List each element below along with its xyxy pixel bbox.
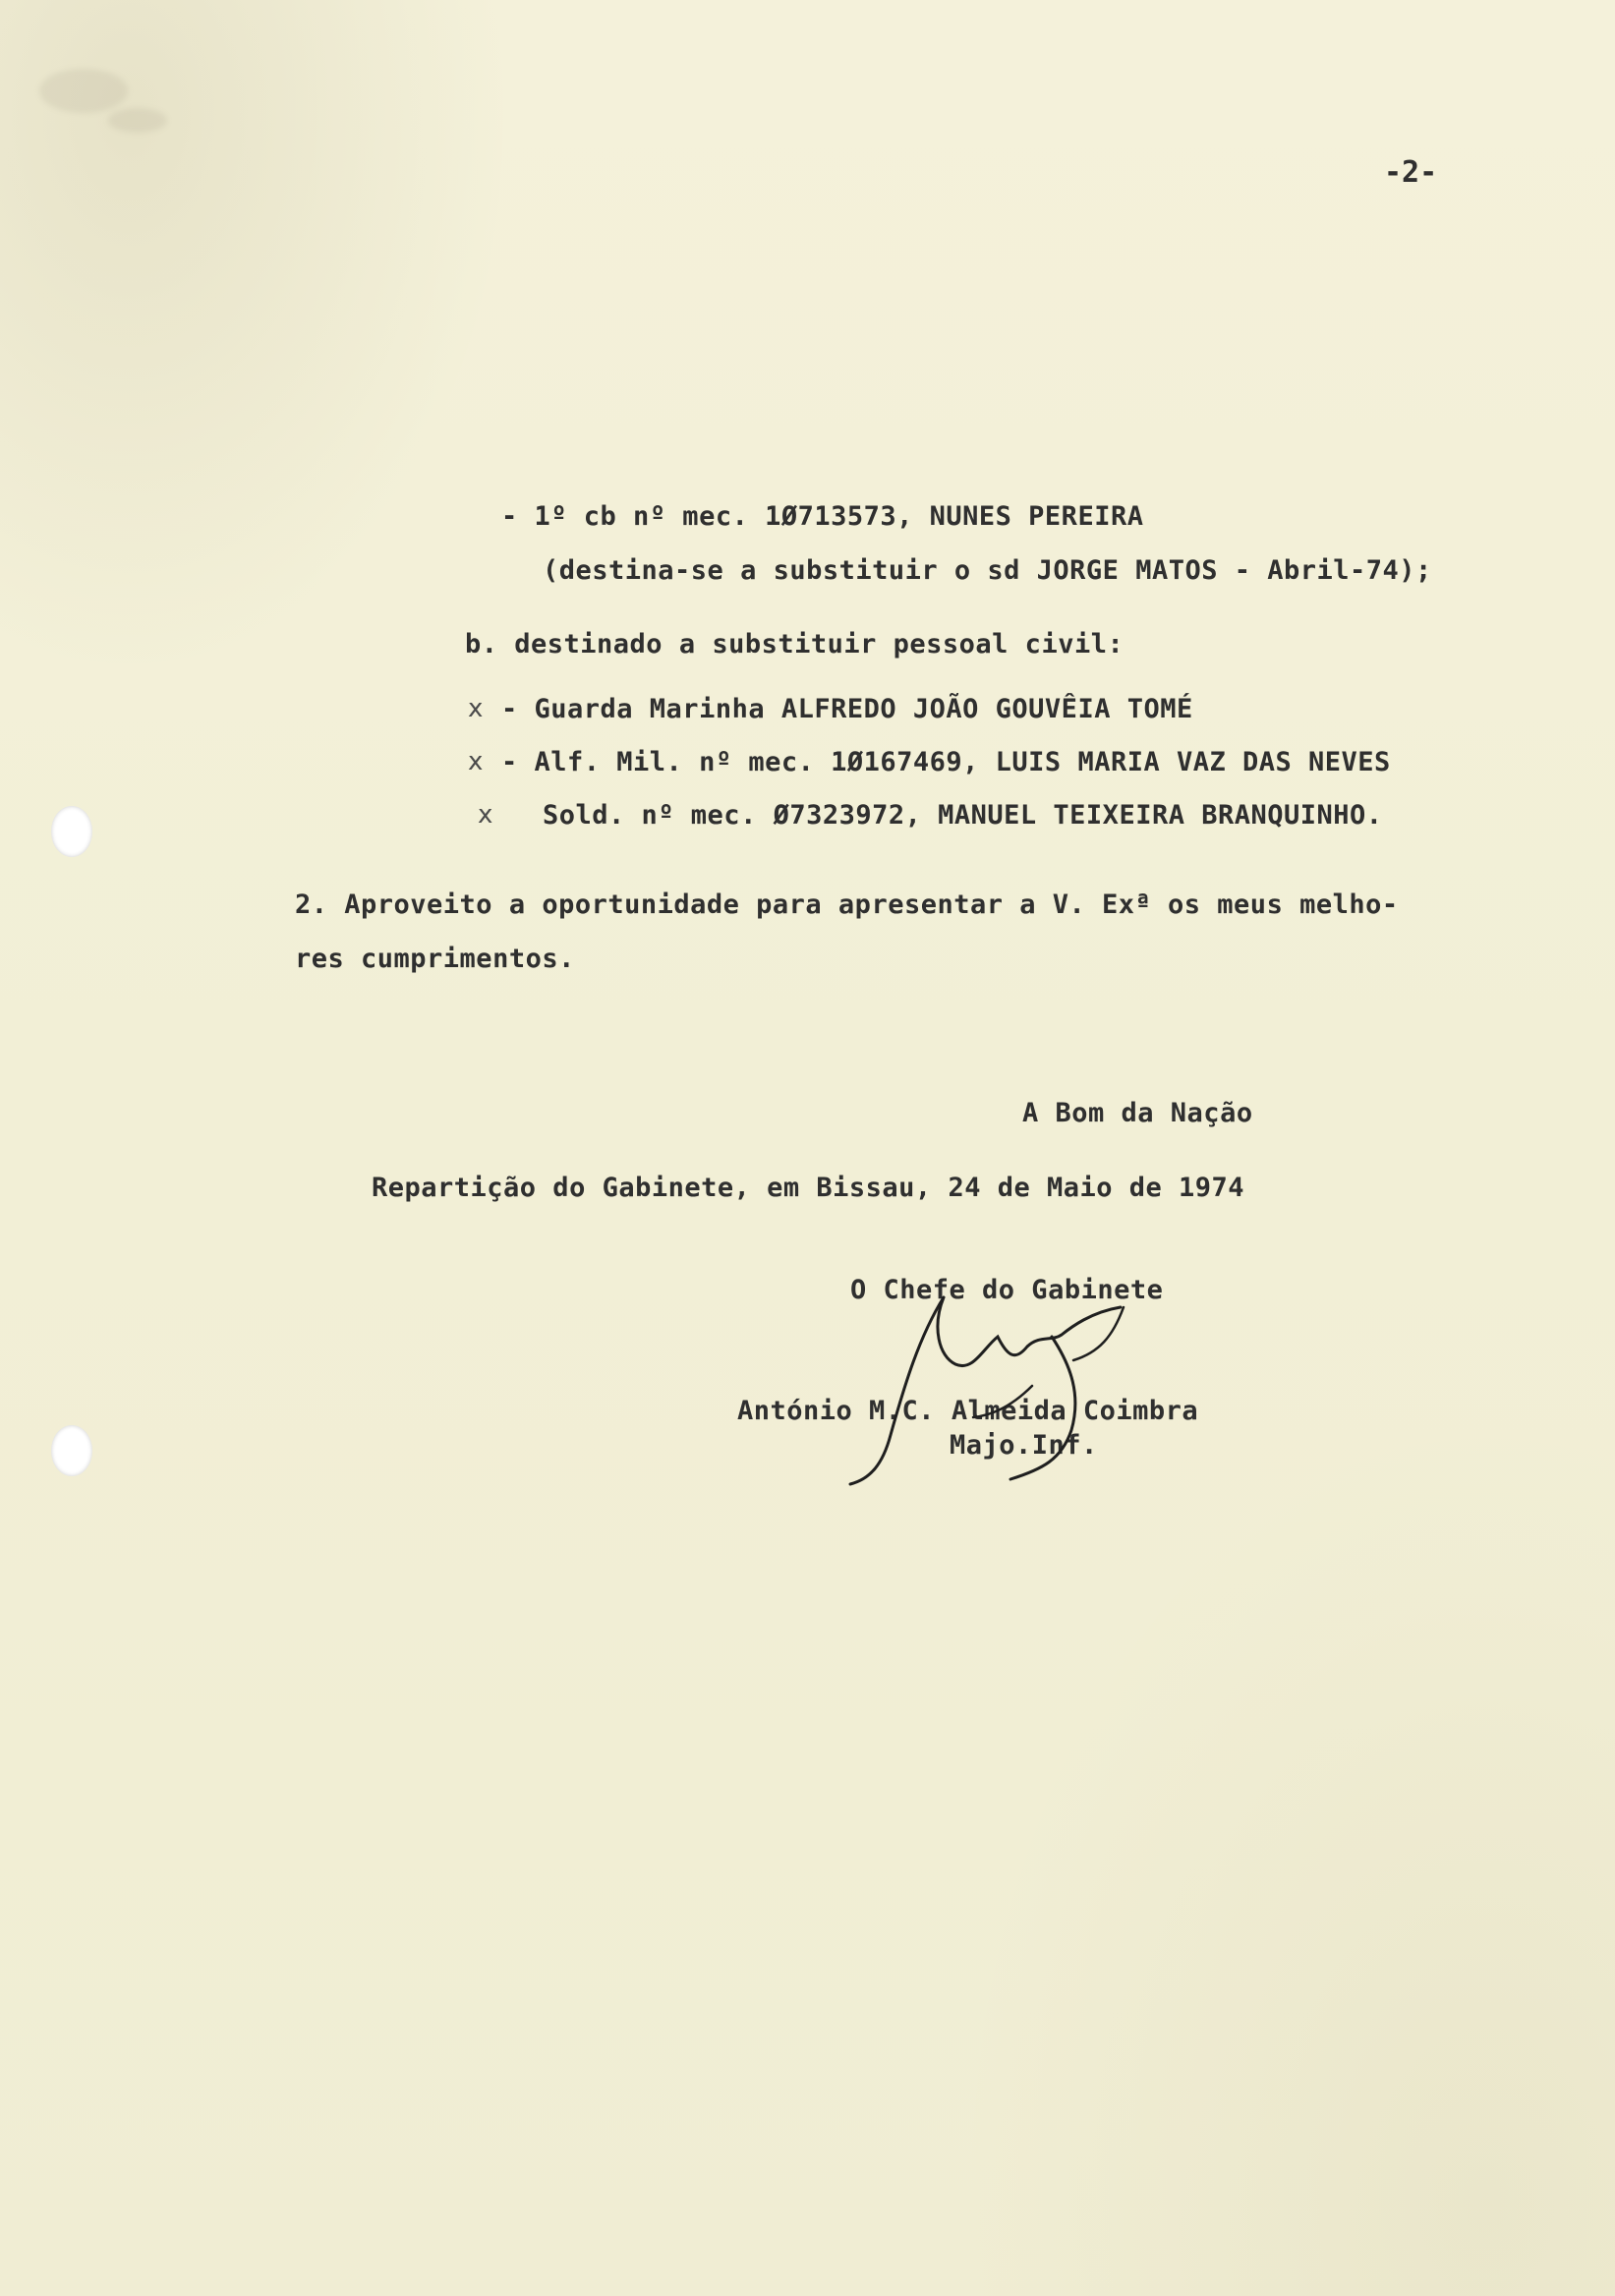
handwritten-check-mark-1: x <box>468 694 484 723</box>
cb-note-line: (destina-se a substituir o sd JORGE MATOS - Abril-74); <box>543 555 1432 586</box>
signatory-name-line: António M.C. Almeida Coimbra <box>737 1396 1199 1426</box>
paragraph-2-line-2: res cumprimentos. <box>295 944 575 974</box>
person-1-line: - Guarda Marinha ALFREDO JOÃO GOUVÊIA TOMÉ <box>501 694 1193 724</box>
place-date-line: Repartição do Gabinete, em Bissau, 24 de Maio de 1974 <box>372 1173 1245 1203</box>
person-2-line: - Alf. Mil. nº mec. 1Ø167469, LUIS MARIA VAZ DAS NEVES <box>501 747 1391 777</box>
punch-hole-lower <box>51 1425 92 1476</box>
signatory-title-line: O Chefe do Gabinete <box>850 1275 1164 1305</box>
page-number: -2- <box>1384 155 1438 190</box>
closing-line: A Bom da Nação <box>1022 1098 1253 1128</box>
cb-entry-line: - 1º cb nº mec. 1Ø713573, NUNES PEREIRA <box>501 501 1144 532</box>
handwritten-check-mark-3: x <box>478 800 493 830</box>
section-b-line: b. destinado a substituir pessoal civil: <box>465 629 1125 660</box>
page-stain <box>39 69 128 113</box>
page-stain <box>108 108 167 133</box>
paragraph-2-line-1: 2. Aproveito a oportunidade para apresentar a V. Exª os meus melho- <box>295 890 1399 920</box>
handwritten-signature <box>826 1278 1180 1504</box>
punch-hole-upper <box>51 806 92 857</box>
person-3-line: Sold. nº mec. Ø7323972, MANUEL TEIXEIRA BRANQUINHO. <box>543 800 1383 831</box>
handwritten-check-mark-2: x <box>468 747 484 776</box>
signatory-rank-line: Majo.Inf. <box>950 1430 1098 1461</box>
